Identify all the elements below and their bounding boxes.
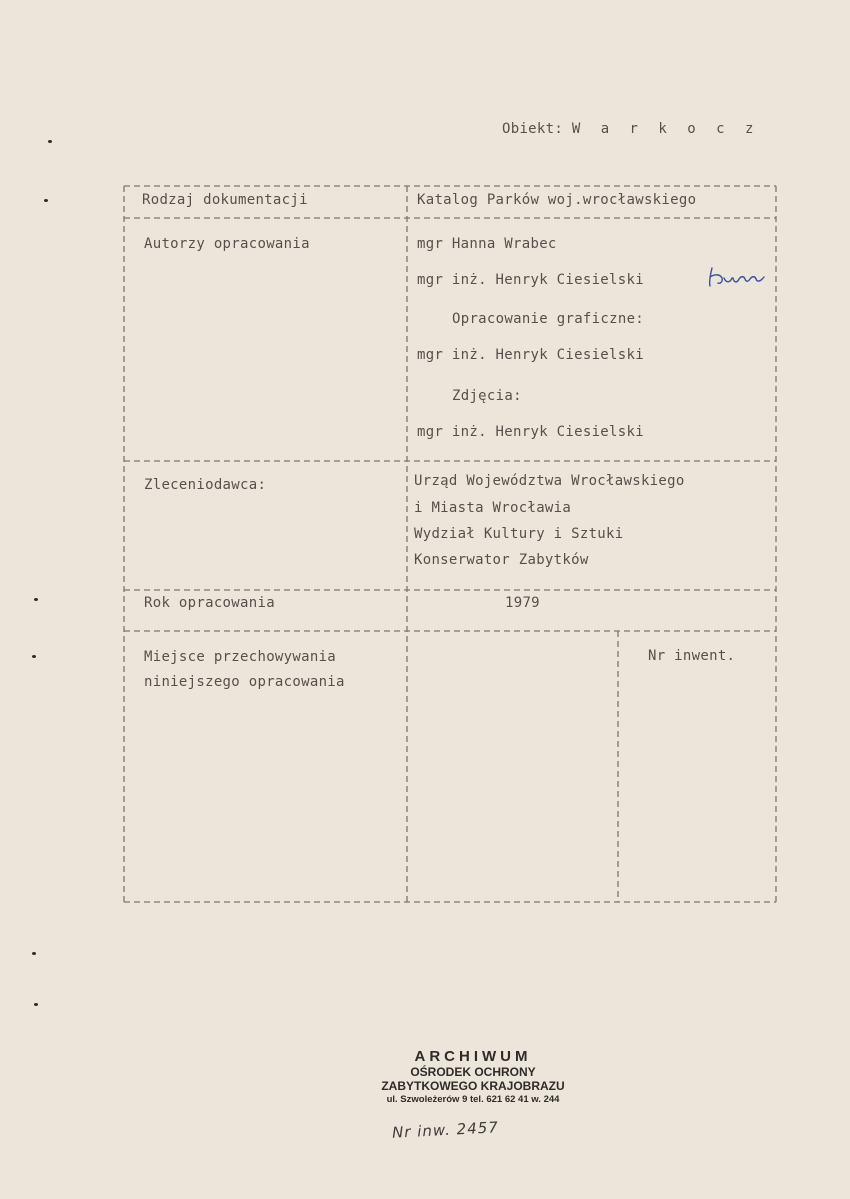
author-1: mgr Hanna Wrabec	[417, 236, 557, 252]
doc-type-value: Katalog Parków woj.wrocławskiego	[417, 192, 697, 208]
authors-label: Autorzy opracowania	[144, 236, 310, 252]
punch-mark	[34, 1003, 38, 1006]
year-label: Rok opracowania	[144, 595, 275, 611]
stamp-line-3: ZABYTKOWEGO KRAJOBRAZU	[381, 1079, 565, 1093]
archive-stamp	[368, 1048, 578, 1107]
client-label: Zleceniodawca:	[144, 477, 267, 493]
photos-label: Zdjęcia:	[452, 388, 522, 404]
punch-mark	[48, 140, 52, 143]
doc-type-label: Rodzaj dokumentacji	[142, 192, 308, 208]
storage-label-line-1: Miejsce przechowywania	[144, 649, 337, 665]
stamp-line-4: ul. Szwoleżerów 9 tel. 621 62 41 w. 244	[386, 1094, 560, 1105]
client-line-1: Urząd Województwa Wrocławskiego	[414, 473, 685, 489]
stamp-line-2: OŚRODEK OCHRONY	[410, 1065, 536, 1079]
graphics-author: mgr inż. Henryk Ciesielski	[417, 347, 644, 363]
signature-scribble	[706, 264, 768, 290]
client-line-4: Konserwator Zabytków	[414, 552, 589, 568]
punch-mark	[32, 655, 36, 658]
author-2: mgr inż. Henryk Ciesielski	[417, 272, 644, 288]
stamp-line-1: ARCHIWUM	[414, 1048, 532, 1065]
object-name: W a r k o c z	[571, 121, 760, 137]
client-line-3: Wydział Kultury i Sztuki	[414, 526, 624, 542]
inventory-label: Nr inwent.	[648, 648, 736, 664]
punch-mark	[32, 952, 36, 955]
photos-author: mgr inż. Henryk Ciesielski	[417, 424, 644, 440]
object-label: Obiekt:	[502, 121, 564, 137]
graphics-label: Opracowanie graficzne:	[452, 311, 645, 327]
storage-label-line-2: niniejszego opracowania	[144, 674, 345, 690]
client-line-2: i Miasta Wrocławia	[414, 500, 572, 516]
punch-mark	[34, 598, 38, 601]
punch-mark	[44, 199, 48, 202]
year-value: 1979	[505, 595, 540, 611]
handwritten-inventory-number: Nr inw. 2457	[391, 1118, 500, 1142]
